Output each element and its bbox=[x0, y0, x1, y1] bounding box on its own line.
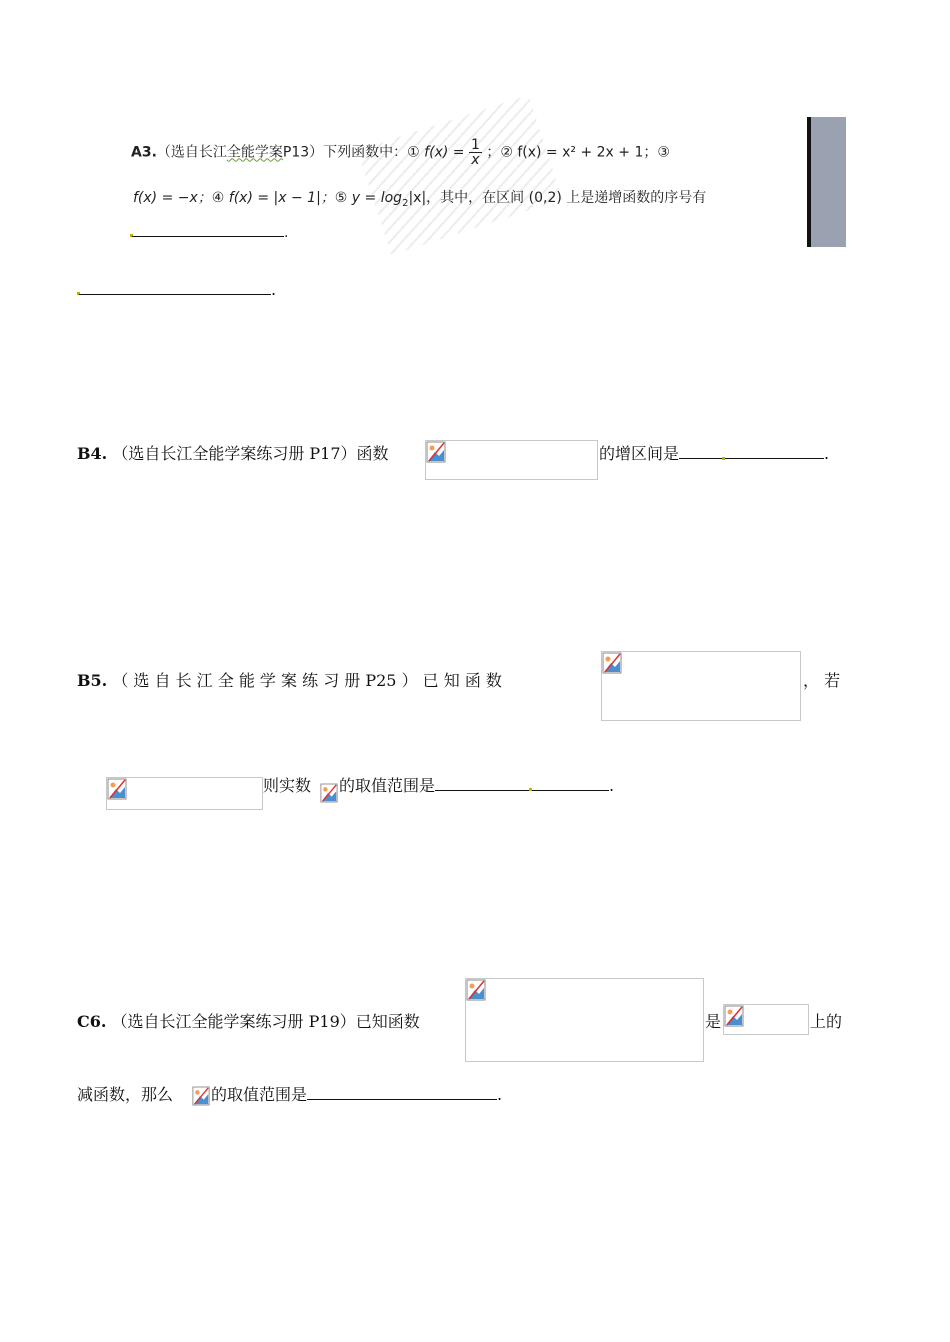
fraction-denominator: x bbox=[471, 152, 480, 168]
question-a3-f2: ；② f(x) = x² + 2x + 1；③ bbox=[486, 144, 670, 161]
answer-blank[interactable] bbox=[307, 1085, 497, 1100]
question-a3-f3: f(x) = −x；④ f(x) = |x − 1|；⑤ y = log bbox=[133, 190, 403, 206]
question-b5-comma: ， 若 bbox=[803, 671, 841, 690]
question-a3-line3 bbox=[132, 222, 288, 241]
question-c6-end: . bbox=[497, 1085, 503, 1104]
question-c6-tail bbox=[211, 1082, 502, 1105]
question-c6-label: C6. bbox=[77, 1012, 107, 1031]
mark-dot bbox=[529, 788, 532, 791]
formula-image-b4 bbox=[425, 440, 598, 480]
question-b4-end: . bbox=[824, 444, 830, 463]
answer-blank[interactable] bbox=[79, 280, 271, 295]
question-a3-source-page: P13）下列函数中：① bbox=[282, 144, 420, 161]
broken-image-icon bbox=[724, 1005, 744, 1027]
question-b4-suffix: 的增区间是 bbox=[599, 444, 680, 463]
answer-blank[interactable] bbox=[132, 222, 284, 237]
question-a3-fraction bbox=[469, 138, 482, 167]
broken-image-icon bbox=[107, 778, 127, 800]
question-c6-shi: 是 bbox=[705, 1012, 722, 1031]
question-c6-line1 bbox=[77, 1009, 420, 1032]
formula-image-c6-function bbox=[465, 978, 704, 1062]
question-b4-label: B4. bbox=[77, 444, 108, 463]
formula-image-c6-interval bbox=[723, 1004, 809, 1035]
fraction-numerator: 1 bbox=[470, 137, 480, 153]
formula-image-b5-condition bbox=[106, 777, 263, 810]
question-c6-suffix: 的取值范围是 bbox=[211, 1085, 308, 1104]
broken-image-icon bbox=[466, 979, 486, 1001]
broken-image-icon bbox=[426, 441, 446, 463]
question-a3-source-underlined: 全能学案 bbox=[226, 144, 283, 161]
question-a3-f1-lhs: f(x) = bbox=[424, 144, 465, 161]
question-b5-label: B5. bbox=[77, 671, 108, 690]
question-a3-line1 bbox=[131, 138, 670, 167]
question-b5-line1 bbox=[77, 668, 502, 691]
broken-image-icon bbox=[602, 652, 622, 674]
question-b5-suffix: 的取值范围是 bbox=[339, 776, 436, 795]
formula-image-b5-function bbox=[601, 651, 801, 721]
broken-image-icon bbox=[192, 1086, 210, 1106]
watermark-pattern bbox=[357, 95, 562, 255]
question-a3-line2 bbox=[133, 187, 706, 209]
question-b4 bbox=[77, 441, 389, 464]
answer-blank[interactable] bbox=[679, 444, 824, 459]
question-b5-tail bbox=[339, 773, 614, 796]
question-a3-label: A3. bbox=[131, 144, 157, 161]
question-b5-end: . bbox=[609, 776, 615, 795]
answer-line-end: . bbox=[271, 280, 277, 299]
sidebar-tab bbox=[807, 117, 846, 247]
question-b5-mid: 则实数 bbox=[263, 776, 312, 795]
question-a3-rest: |x|，其中，在区间 (0,2) 上是递增函数的序号有 bbox=[408, 190, 707, 206]
question-c6-line2-prefix: 减函数，那么 bbox=[77, 1085, 174, 1104]
question-b5-prefix: （ 选 自 长 江 全 能 学 案 练 习 册 P25 ） 已 知 函 数 bbox=[112, 671, 502, 690]
mark-dot bbox=[722, 457, 725, 460]
answer-line bbox=[79, 280, 276, 299]
question-b4-tail bbox=[599, 441, 829, 464]
question-a3-source: （选自长江 bbox=[156, 144, 227, 161]
answer-blank[interactable] bbox=[435, 776, 609, 791]
question-a3-log-base: 2 bbox=[402, 197, 409, 209]
question-b4-prefix: （选自长江全能学案练习册 P17）函数 bbox=[112, 444, 389, 463]
question-c6-shang-de: 上的 bbox=[810, 1012, 843, 1031]
question-a3-end: . bbox=[284, 225, 289, 241]
question-c6-prefix: （选自长江全能学案练习册 P19）已知函数 bbox=[111, 1012, 420, 1031]
broken-image-icon bbox=[320, 783, 338, 803]
